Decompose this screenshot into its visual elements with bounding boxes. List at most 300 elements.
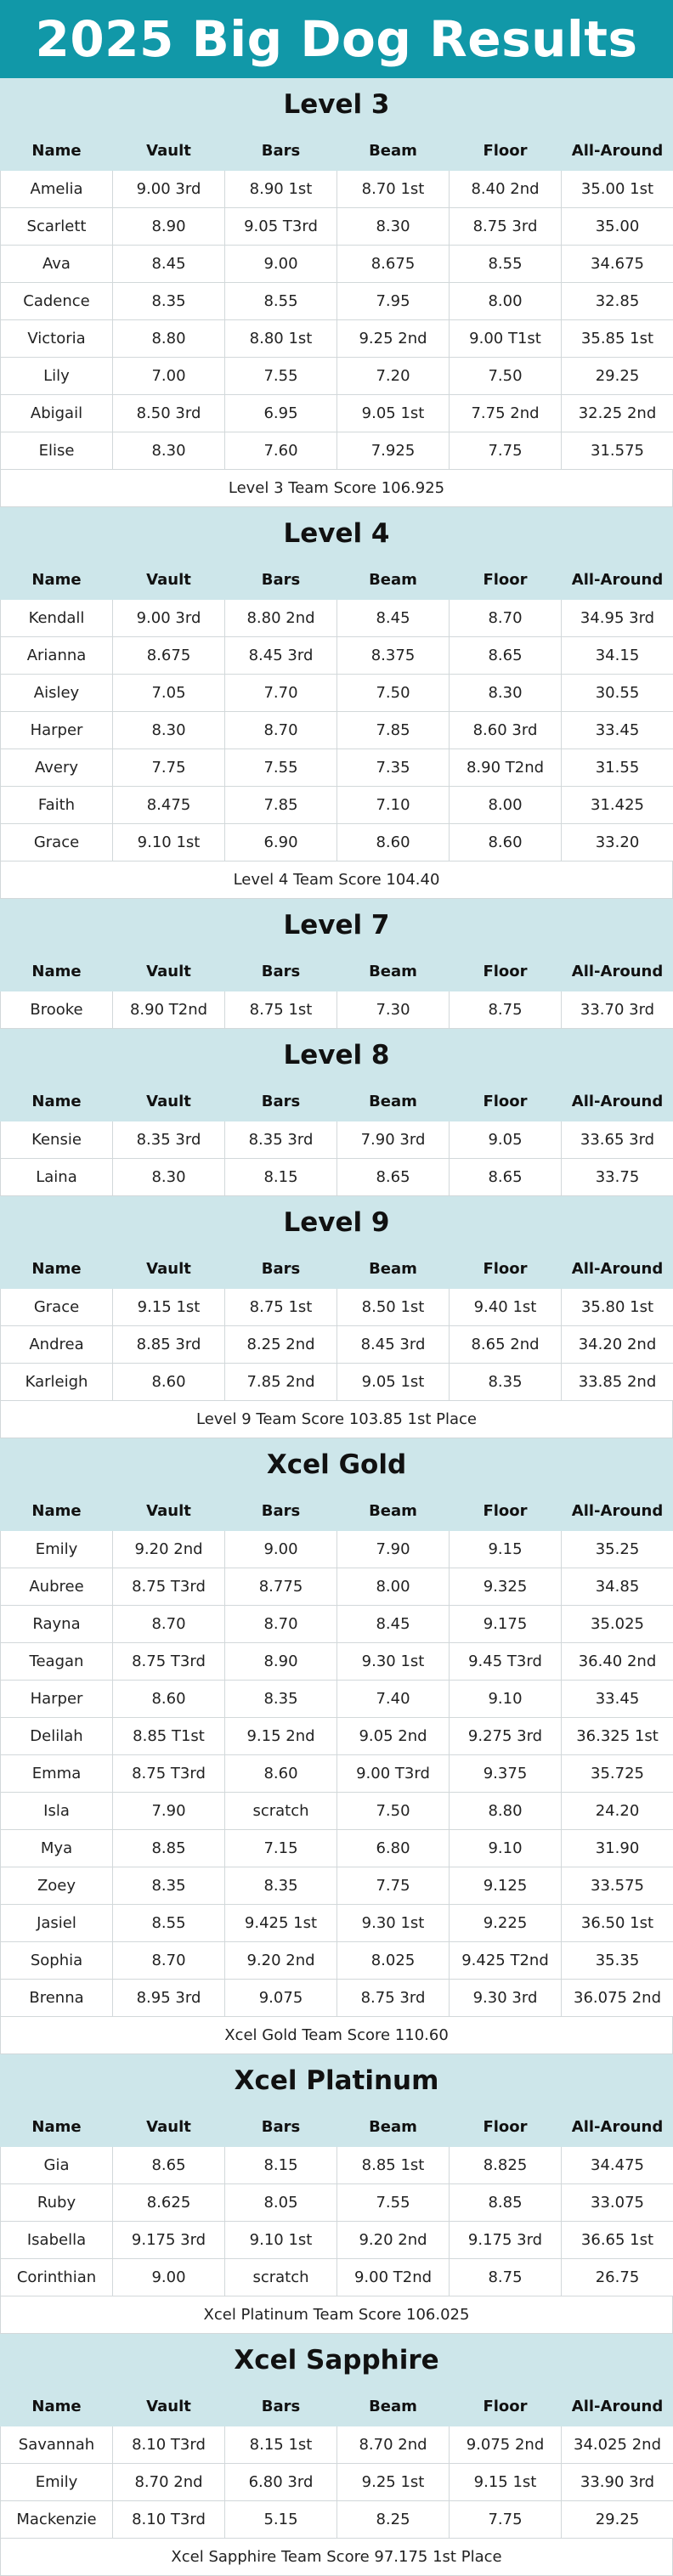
column-header-bars: Bars [225, 1492, 337, 1531]
cell-floor: 9.175 [450, 1606, 562, 1643]
cell-floor: 8.65 [450, 637, 562, 675]
column-header-beam: Beam [337, 2387, 450, 2426]
cell-vault: 8.75 T3rd [113, 1568, 225, 1606]
cell-bars: 7.15 [225, 1830, 337, 1867]
table-row [1, 320, 673, 358]
cell-all-around: 36.075 2nd [562, 1980, 673, 2017]
table-row [1, 1718, 673, 1755]
cell-floor: 9.40 1st [450, 1289, 562, 1326]
cell-floor: 8.75 [450, 2259, 562, 2296]
table-row [1, 1364, 673, 1401]
cell-floor: 9.45 T3rd [450, 1643, 562, 1681]
cell-bars: 8.05 [225, 2184, 337, 2222]
cell-all-around: 35.25 [562, 1531, 673, 1568]
cell-floor: 8.60 [450, 824, 562, 861]
section-title: Level 7 [0, 899, 673, 952]
cell-vault: 8.45 [113, 246, 225, 283]
cell-beam: 9.00 T3rd [337, 1755, 450, 1793]
cell-bars: 6.90 [225, 824, 337, 861]
cell-all-around: 32.25 2nd [562, 395, 673, 432]
team-score: Level 3 Team Score 106.925 [0, 470, 673, 507]
team-score: Xcel Sapphire Team Score 97.175 1st Place [0, 2539, 673, 2576]
table-row [1, 1568, 673, 1606]
cell-bars: 9.10 1st [225, 2222, 337, 2259]
column-header-name: Name [1, 1492, 113, 1531]
column-header-beam: Beam [337, 561, 450, 600]
cell-all-around: 33.90 3rd [562, 2464, 673, 2501]
team-score: Level 9 Team Score 103.85 1st Place [0, 1401, 673, 1438]
cell-name: Aisley [1, 675, 113, 712]
column-header-bars: Bars [225, 561, 337, 600]
cell-name: Ruby [1, 2184, 113, 2222]
cell-vault: 8.35 [113, 1867, 225, 1905]
cell-name: Grace [1, 824, 113, 861]
header-row [1, 1250, 673, 1289]
cell-vault: 9.175 3rd [113, 2222, 225, 2259]
cell-bars: 8.775 [225, 1568, 337, 1606]
column-header-vault: Vault [113, 1250, 225, 1289]
column-header-floor: Floor [450, 2387, 562, 2426]
cell-floor: 8.40 2nd [450, 171, 562, 208]
cell-all-around: 33.75 [562, 1159, 673, 1196]
cell-name: Andrea [1, 1326, 113, 1364]
cell-beam: 7.35 [337, 749, 450, 787]
cell-beam: 9.25 1st [337, 2464, 450, 2501]
table-row [1, 712, 673, 749]
cell-beam: 8.025 [337, 1942, 450, 1980]
cell-all-around: 31.575 [562, 432, 673, 470]
column-header-all-around: All-Around [562, 561, 673, 600]
cell-vault: 8.475 [113, 787, 225, 824]
results-table [0, 1249, 673, 1401]
cell-name: Grace [1, 1289, 113, 1326]
cell-name: Emily [1, 2464, 113, 2501]
cell-floor: 7.50 [450, 358, 562, 395]
cell-name: Delilah [1, 1718, 113, 1755]
table-row [1, 1905, 673, 1942]
cell-bars: 9.075 [225, 1980, 337, 2017]
cell-vault: 8.70 2nd [113, 2464, 225, 2501]
column-header-beam: Beam [337, 2108, 450, 2147]
cell-vault: 8.70 [113, 1606, 225, 1643]
cell-bars: 8.15 [225, 2147, 337, 2184]
table-row [1, 395, 673, 432]
section-title: Xcel Gold [0, 1438, 673, 1491]
cell-beam: 7.95 [337, 283, 450, 320]
table-row [1, 600, 673, 637]
column-header-floor: Floor [450, 2108, 562, 2147]
header-row [1, 132, 673, 171]
column-header-all-around: All-Around [562, 2387, 673, 2426]
cell-bars: 8.15 1st [225, 2426, 337, 2464]
cell-name: Abigail [1, 395, 113, 432]
column-header-name: Name [1, 952, 113, 991]
cell-floor: 9.275 3rd [450, 1718, 562, 1755]
cell-floor: 7.75 [450, 2501, 562, 2539]
cell-beam: 8.50 1st [337, 1289, 450, 1326]
header-row [1, 1082, 673, 1121]
cell-floor: 8.00 [450, 787, 562, 824]
cell-bars: 9.05 T3rd [225, 208, 337, 246]
column-header-beam: Beam [337, 1492, 450, 1531]
column-header-vault: Vault [113, 952, 225, 991]
column-header-beam: Beam [337, 1082, 450, 1121]
column-header-vault: Vault [113, 2387, 225, 2426]
column-header-all-around: All-Around [562, 1250, 673, 1289]
cell-all-around: 34.025 2nd [562, 2426, 673, 2464]
section-xcel-platinum [0, 2054, 673, 2334]
cell-all-around: 34.95 3rd [562, 600, 673, 637]
cell-beam: 7.75 [337, 1867, 450, 1905]
cell-bars: 9.00 [225, 1531, 337, 1568]
cell-name: Emily [1, 1531, 113, 1568]
table-row [1, 2184, 673, 2222]
column-header-vault: Vault [113, 1082, 225, 1121]
cell-vault: 9.00 3rd [113, 600, 225, 637]
cell-bars: 9.00 [225, 246, 337, 283]
cell-beam: 8.45 [337, 600, 450, 637]
cell-all-around: 33.20 [562, 824, 673, 861]
table-row [1, 1606, 673, 1643]
cell-beam: 9.20 2nd [337, 2222, 450, 2259]
cell-beam: 7.40 [337, 1681, 450, 1718]
cell-beam: 9.30 1st [337, 1905, 450, 1942]
cell-name: Brenna [1, 1980, 113, 2017]
cell-name: Elise [1, 432, 113, 470]
table-row [1, 171, 673, 208]
section-title: Xcel Platinum [0, 2054, 673, 2107]
table-row [1, 675, 673, 712]
table-row [1, 787, 673, 824]
cell-bars: 7.60 [225, 432, 337, 470]
cell-beam: 8.25 [337, 2501, 450, 2539]
cell-floor: 9.00 T1st [450, 320, 562, 358]
results-table [0, 2387, 673, 2539]
table-row [1, 1121, 673, 1159]
cell-name: Kendall [1, 600, 113, 637]
column-header-vault: Vault [113, 1492, 225, 1531]
table-row [1, 1980, 673, 2017]
section-title: Level 3 [0, 78, 673, 131]
cell-beam: 7.55 [337, 2184, 450, 2222]
column-header-name: Name [1, 132, 113, 171]
cell-all-around: 34.15 [562, 637, 673, 675]
cell-all-around: 35.80 1st [562, 1289, 673, 1326]
results-table [0, 2107, 673, 2296]
team-score: Xcel Platinum Team Score 106.025 [0, 2296, 673, 2334]
section-xcel-gold [0, 1438, 673, 2054]
section-xcel-sapphire [0, 2334, 673, 2576]
cell-floor: 8.80 [450, 1793, 562, 1830]
cell-vault: 9.00 [113, 2259, 225, 2296]
cell-bars: 7.55 [225, 749, 337, 787]
results-table [0, 1082, 673, 1196]
cell-vault: 8.675 [113, 637, 225, 675]
cell-vault: 8.90 [113, 208, 225, 246]
cell-vault: 7.05 [113, 675, 225, 712]
cell-vault: 8.95 3rd [113, 1980, 225, 2017]
cell-all-around: 35.725 [562, 1755, 673, 1793]
cell-all-around: 36.50 1st [562, 1905, 673, 1942]
table-row [1, 246, 673, 283]
cell-floor: 7.75 2nd [450, 395, 562, 432]
cell-all-around: 32.85 [562, 283, 673, 320]
cell-vault: 8.55 [113, 1905, 225, 1942]
cell-floor: 9.15 [450, 1531, 562, 1568]
cell-floor: 8.00 [450, 283, 562, 320]
cell-floor: 9.10 [450, 1681, 562, 1718]
cell-floor: 9.175 3rd [450, 2222, 562, 2259]
table-row [1, 2464, 673, 2501]
cell-floor: 9.425 T2nd [450, 1942, 562, 1980]
cell-beam: 9.05 1st [337, 1364, 450, 1401]
cell-bars: 8.55 [225, 283, 337, 320]
cell-name: Rayna [1, 1606, 113, 1643]
cell-vault: 8.35 [113, 283, 225, 320]
section-title: Xcel Sapphire [0, 2334, 673, 2387]
cell-floor: 8.55 [450, 246, 562, 283]
cell-beam: 7.30 [337, 991, 450, 1029]
cell-beam: 7.50 [337, 675, 450, 712]
table-row [1, 2259, 673, 2296]
table-row [1, 1643, 673, 1681]
cell-name: Gia [1, 2147, 113, 2184]
table-row [1, 1830, 673, 1867]
cell-floor: 9.30 3rd [450, 1980, 562, 2017]
cell-all-around: 31.55 [562, 749, 673, 787]
cell-all-around: 33.45 [562, 712, 673, 749]
cell-all-around: 35.00 1st [562, 171, 673, 208]
page-title: 2025 Big Dog Results [0, 0, 673, 78]
cell-beam: 8.00 [337, 1568, 450, 1606]
cell-name: Corinthian [1, 2259, 113, 2296]
cell-floor: 9.375 [450, 1755, 562, 1793]
column-header-name: Name [1, 561, 113, 600]
cell-floor: 9.125 [450, 1867, 562, 1905]
cell-all-around: 35.35 [562, 1942, 673, 1980]
section-level-4 [0, 507, 673, 899]
cell-beam: 7.90 3rd [337, 1121, 450, 1159]
cell-bars: 9.425 1st [225, 1905, 337, 1942]
results-table [0, 952, 673, 1029]
cell-bars: 7.85 [225, 787, 337, 824]
section-level-9 [0, 1196, 673, 1438]
cell-floor: 8.65 2nd [450, 1326, 562, 1364]
column-header-floor: Floor [450, 561, 562, 600]
column-header-vault: Vault [113, 561, 225, 600]
cell-bars: 9.15 2nd [225, 1718, 337, 1755]
cell-all-around: 34.475 [562, 2147, 673, 2184]
section-title: Level 9 [0, 1196, 673, 1249]
cell-bars: scratch [225, 1793, 337, 1830]
cell-all-around: 36.40 2nd [562, 1643, 673, 1681]
table-row [1, 2426, 673, 2464]
cell-vault: 8.30 [113, 432, 225, 470]
cell-vault: 8.65 [113, 2147, 225, 2184]
table-row [1, 991, 673, 1029]
table-row [1, 1159, 673, 1196]
cell-bars: 7.85 2nd [225, 1364, 337, 1401]
cell-vault: 8.90 T2nd [113, 991, 225, 1029]
cell-beam: 8.30 [337, 208, 450, 246]
cell-vault: 7.00 [113, 358, 225, 395]
cell-floor: 8.825 [450, 2147, 562, 2184]
column-header-vault: Vault [113, 132, 225, 171]
table-row [1, 1531, 673, 1568]
cell-floor: 9.10 [450, 1830, 562, 1867]
cell-floor: 8.75 [450, 991, 562, 1029]
cell-beam: 7.10 [337, 787, 450, 824]
cell-bars: 6.95 [225, 395, 337, 432]
header-row [1, 952, 673, 991]
cell-name: Laina [1, 1159, 113, 1196]
column-header-bars: Bars [225, 1250, 337, 1289]
section-title: Level 4 [0, 507, 673, 560]
cell-all-around: 34.675 [562, 246, 673, 283]
cell-beam: 8.70 1st [337, 171, 450, 208]
cell-all-around: 34.85 [562, 1568, 673, 1606]
cell-bars: 7.70 [225, 675, 337, 712]
section-level-8 [0, 1029, 673, 1196]
results-sections [0, 78, 673, 2576]
cell-bars: 6.80 3rd [225, 2464, 337, 2501]
column-header-bars: Bars [225, 132, 337, 171]
cell-name: Brooke [1, 991, 113, 1029]
cell-vault: 9.15 1st [113, 1289, 225, 1326]
cell-beam: 8.60 [337, 824, 450, 861]
cell-beam: 7.90 [337, 1531, 450, 1568]
column-header-bars: Bars [225, 2108, 337, 2147]
cell-name: Arianna [1, 637, 113, 675]
column-header-bars: Bars [225, 2387, 337, 2426]
table-row [1, 358, 673, 395]
cell-all-around: 36.325 1st [562, 1718, 673, 1755]
cell-vault: 9.20 2nd [113, 1531, 225, 1568]
column-header-all-around: All-Around [562, 1082, 673, 1121]
cell-beam: 8.70 2nd [337, 2426, 450, 2464]
cell-bars: 8.25 2nd [225, 1326, 337, 1364]
cell-name: Cadence [1, 283, 113, 320]
table-row [1, 1942, 673, 1980]
table-row [1, 2222, 673, 2259]
cell-all-around: 35.00 [562, 208, 673, 246]
cell-vault: 8.85 [113, 1830, 225, 1867]
cell-name: Aubree [1, 1568, 113, 1606]
cell-name: Faith [1, 787, 113, 824]
column-header-all-around: All-Around [562, 1492, 673, 1531]
cell-name: Teagan [1, 1643, 113, 1681]
column-header-name: Name [1, 2387, 113, 2426]
column-header-floor: Floor [450, 1250, 562, 1289]
cell-floor: 8.70 [450, 600, 562, 637]
cell-vault: 8.10 T3rd [113, 2426, 225, 2464]
cell-all-around: 31.90 [562, 1830, 673, 1867]
cell-name: Zoey [1, 1867, 113, 1905]
column-header-beam: Beam [337, 952, 450, 991]
cell-all-around: 33.575 [562, 1867, 673, 1905]
cell-bars: 8.90 1st [225, 171, 337, 208]
cell-all-around: 33.65 3rd [562, 1121, 673, 1159]
cell-all-around: 31.425 [562, 787, 673, 824]
cell-floor: 8.75 3rd [450, 208, 562, 246]
cell-beam: 8.45 [337, 1606, 450, 1643]
cell-all-around: 30.55 [562, 675, 673, 712]
cell-vault: 8.30 [113, 712, 225, 749]
table-row [1, 2147, 673, 2184]
cell-beam: 6.80 [337, 1830, 450, 1867]
cell-vault: 8.50 3rd [113, 395, 225, 432]
table-row [1, 283, 673, 320]
table-row [1, 1326, 673, 1364]
cell-name: Avery [1, 749, 113, 787]
cell-beam: 8.75 3rd [337, 1980, 450, 2017]
cell-name: Savannah [1, 2426, 113, 2464]
table-row [1, 824, 673, 861]
cell-bars: 8.15 [225, 1159, 337, 1196]
cell-name: Lily [1, 358, 113, 395]
cell-floor: 9.225 [450, 1905, 562, 1942]
section-level-3 [0, 78, 673, 507]
cell-vault: 7.75 [113, 749, 225, 787]
cell-beam: 9.30 1st [337, 1643, 450, 1681]
cell-bars: 8.80 2nd [225, 600, 337, 637]
cell-floor: 9.15 1st [450, 2464, 562, 2501]
cell-name: Isabella [1, 2222, 113, 2259]
cell-beam: 8.675 [337, 246, 450, 283]
cell-bars: 9.20 2nd [225, 1942, 337, 1980]
cell-all-around: 34.20 2nd [562, 1326, 673, 1364]
cell-beam: 9.05 2nd [337, 1718, 450, 1755]
cell-bars: 5.15 [225, 2501, 337, 2539]
cell-vault: 9.10 1st [113, 824, 225, 861]
cell-vault: 8.75 T3rd [113, 1755, 225, 1793]
cell-all-around: 29.25 [562, 358, 673, 395]
section-title: Level 8 [0, 1029, 673, 1082]
cell-vault: 8.60 [113, 1364, 225, 1401]
column-header-floor: Floor [450, 1492, 562, 1531]
cell-bars: 8.70 [225, 712, 337, 749]
table-row [1, 749, 673, 787]
cell-beam: 8.65 [337, 1159, 450, 1196]
cell-name: Harper [1, 712, 113, 749]
header-row [1, 561, 673, 600]
cell-all-around: 29.25 [562, 2501, 673, 2539]
column-header-floor: Floor [450, 132, 562, 171]
cell-all-around: 35.85 1st [562, 320, 673, 358]
cell-floor: 9.05 [450, 1121, 562, 1159]
cell-bars: 8.80 1st [225, 320, 337, 358]
cell-beam: 9.05 1st [337, 395, 450, 432]
column-header-all-around: All-Around [562, 132, 673, 171]
cell-vault: 8.10 T3rd [113, 2501, 225, 2539]
header-row [1, 2108, 673, 2147]
cell-all-around: 24.20 [562, 1793, 673, 1830]
table-row [1, 637, 673, 675]
cell-bars: 8.35 [225, 1867, 337, 1905]
column-header-floor: Floor [450, 1082, 562, 1121]
column-header-name: Name [1, 1082, 113, 1121]
cell-floor: 8.65 [450, 1159, 562, 1196]
table-row [1, 1793, 673, 1830]
cell-bars: 8.75 1st [225, 1289, 337, 1326]
cell-all-around: 26.75 [562, 2259, 673, 2296]
cell-name: Sophia [1, 1942, 113, 1980]
cell-bars: scratch [225, 2259, 337, 2296]
cell-vault: 8.60 [113, 1681, 225, 1718]
cell-beam: 8.45 3rd [337, 1326, 450, 1364]
cell-bars: 7.55 [225, 358, 337, 395]
cell-name: Scarlett [1, 208, 113, 246]
